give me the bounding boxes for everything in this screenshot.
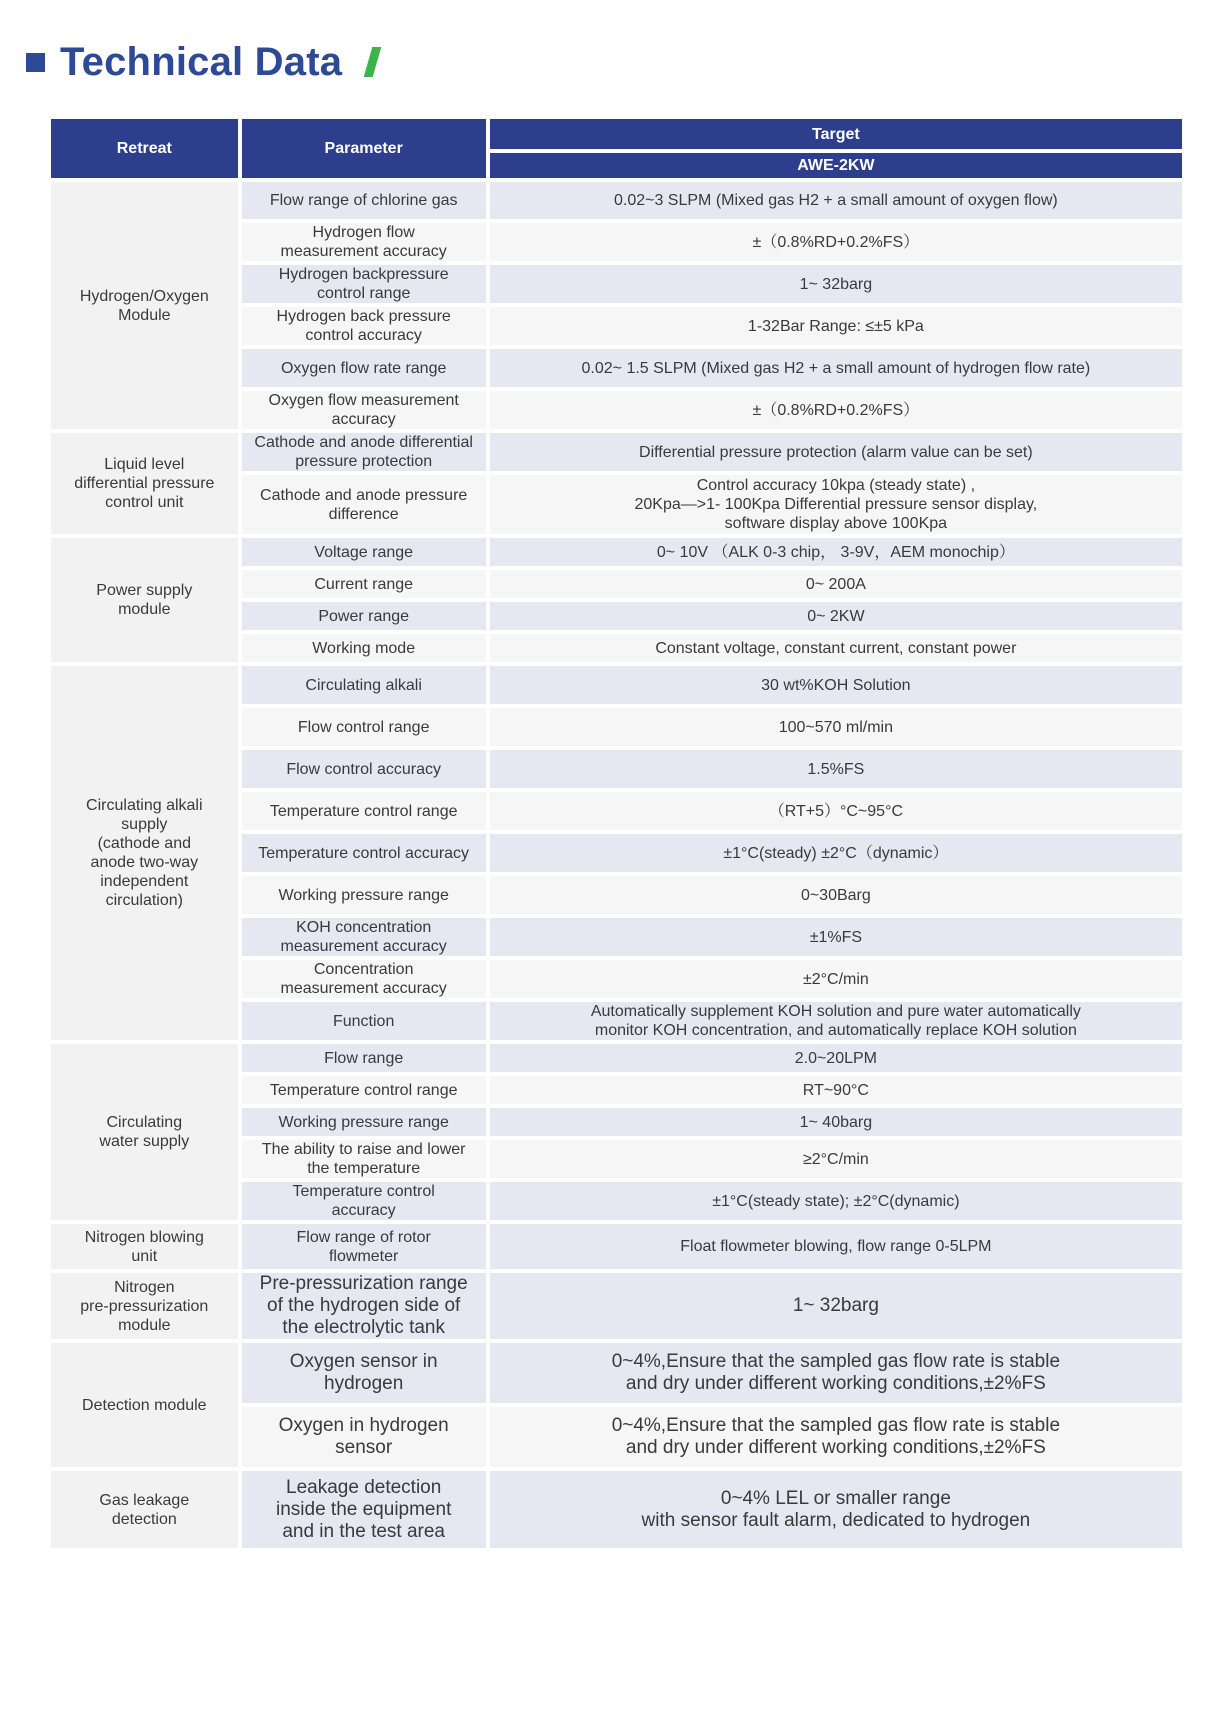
- group-label: Hydrogen/Oxygen Module: [51, 182, 238, 429]
- parameter-cell: Working pressure range: [242, 876, 486, 914]
- parameter-cell: Flow range of chlorine gas: [242, 182, 486, 219]
- parameter-cell: Flow range of rotor flowmeter: [242, 1224, 486, 1269]
- value-cell: 2.0~20LPM: [490, 1044, 1182, 1072]
- value-cell: Float flowmeter blowing, flow range 0-5LPM: [490, 1224, 1182, 1269]
- value-cell: 0~ 2KW: [490, 602, 1182, 630]
- parameter-cell: Voltage range: [242, 538, 486, 566]
- value-cell: 30 wt%KOH Solution: [490, 666, 1182, 704]
- title-text: Technical Data: [60, 39, 343, 84]
- value-cell: ±（0.8%RD+0.2%FS）: [490, 391, 1182, 429]
- parameter-cell: Circulating alkali: [242, 666, 486, 704]
- value-cell: 1-32Bar Range: ≤±5 kPa: [490, 307, 1182, 345]
- value-cell: 0.02~ 1.5 SLPM (Mixed gas H2 + a small amount of hydrogen flow rate): [490, 349, 1182, 387]
- parameter-cell: Temperature control accuracy: [242, 834, 486, 872]
- group-label: Gas leakage detection: [51, 1471, 238, 1548]
- parameter-cell: Cathode and anode differential pressure protection: [242, 433, 486, 471]
- table-row: [51, 538, 1182, 566]
- value-cell: ≥2°C/min: [490, 1140, 1182, 1178]
- group-label: Circulating water supply: [51, 1044, 238, 1220]
- parameter-cell: Flow control accuracy: [242, 750, 486, 788]
- parameter-cell: Working pressure range: [242, 1108, 486, 1136]
- table-row: [51, 666, 1182, 704]
- parameter-cell: Pre-pressurization range of the hydrogen side of the electrolytic tank: [242, 1273, 486, 1339]
- parameter-cell: Current range: [242, 570, 486, 598]
- header-model: AWE-2KW: [490, 153, 1182, 178]
- value-cell: Differential pressure protection (alarm value can be set): [490, 433, 1182, 471]
- parameter-cell: Concentration measurement accuracy: [242, 960, 486, 998]
- group-label: Nitrogen pre-pressurization module: [51, 1273, 238, 1339]
- parameter-cell: Oxygen flow measurement accuracy: [242, 391, 486, 429]
- parameter-cell: Leakage detection inside the equipment and in the test area: [242, 1471, 486, 1548]
- value-cell: 0~30Barg: [490, 876, 1182, 914]
- parameter-cell: Oxygen sensor in hydrogen: [242, 1343, 486, 1403]
- value-cell: ±1°C(steady) ±2°C（dynamic）: [490, 834, 1182, 872]
- parameter-cell: Function: [242, 1002, 486, 1040]
- header-retreat: Retreat: [51, 119, 238, 178]
- title-square-icon: [26, 53, 45, 72]
- parameter-cell: Flow range: [242, 1044, 486, 1072]
- parameter-cell: Temperature control range: [242, 1076, 486, 1104]
- parameter-cell: Temperature control accuracy: [242, 1182, 486, 1220]
- value-cell: 0~4%,Ensure that the sampled gas flow rate is stable and dry under different working conditions,±2%FS: [490, 1343, 1182, 1403]
- value-cell: 0.02~3 SLPM (Mixed gas H2 + a small amount of oxygen flow): [490, 182, 1182, 219]
- parameter-cell: Oxygen flow rate range: [242, 349, 486, 387]
- value-cell: （RT+5）°C~95°C: [490, 792, 1182, 830]
- table-row: [51, 182, 1182, 219]
- value-cell: 0~4% LEL or smaller range with sensor fault alarm, dedicated to hydrogen: [490, 1471, 1182, 1548]
- value-cell: ±1%FS: [490, 918, 1182, 956]
- value-cell: 1~ 32barg: [490, 265, 1182, 303]
- parameter-cell: Hydrogen backpressure control range: [242, 265, 486, 303]
- value-cell: ±（0.8%RD+0.2%FS）: [490, 223, 1182, 261]
- parameter-cell: Cathode and anode pressure difference: [242, 475, 486, 534]
- parameter-cell: KOH concentration measurement accuracy: [242, 918, 486, 956]
- group-label: Power supply module: [51, 538, 238, 662]
- value-cell: RT~90°C: [490, 1076, 1182, 1104]
- table-row: [51, 1044, 1182, 1072]
- parameter-cell: Oxygen in hydrogen sensor: [242, 1407, 486, 1467]
- value-cell: 1~ 32barg: [490, 1273, 1182, 1339]
- group-label: Circulating alkali supply (cathode and anode two-way independent circulation): [51, 666, 238, 1040]
- parameter-cell: Temperature control range: [242, 792, 486, 830]
- value-cell: 100~570 ml/min: [490, 708, 1182, 746]
- technical-data-table: [47, 115, 1186, 1552]
- group-label: Liquid level differential pressure control unit: [51, 433, 238, 534]
- header-target: Target: [490, 119, 1182, 149]
- value-cell: 0~ 200A: [490, 570, 1182, 598]
- value-cell: ±1°C(steady state); ±2°C(dynamic): [490, 1182, 1182, 1220]
- table-row: [51, 1343, 1182, 1403]
- table-row: [51, 1471, 1182, 1548]
- value-cell: ±2°C/min: [490, 960, 1182, 998]
- parameter-cell: The ability to raise and lower the temperature: [242, 1140, 486, 1178]
- parameter-cell: Working mode: [242, 634, 486, 662]
- title-slash-icon: [364, 47, 382, 77]
- group-label: Detection module: [51, 1343, 238, 1467]
- value-cell: Automatically supplement KOH solution and pure water automatically monitor KOH concentration, and automatically replace KOH solution: [490, 1002, 1182, 1040]
- parameter-cell: Hydrogen back pressure control accuracy: [242, 307, 486, 345]
- parameter-cell: Power range: [242, 602, 486, 630]
- group-label: Nitrogen blowing unit: [51, 1224, 238, 1269]
- table-row: [51, 1224, 1182, 1269]
- value-cell: Constant voltage, constant current, constant power: [490, 634, 1182, 662]
- parameter-cell: Flow control range: [242, 708, 486, 746]
- value-cell: 1.5%FS: [490, 750, 1182, 788]
- value-cell: 1~ 40barg: [490, 1108, 1182, 1136]
- header-parameter: Parameter: [242, 119, 486, 178]
- table-row: [51, 433, 1182, 471]
- table-row: [51, 1273, 1182, 1339]
- value-cell: Control accuracy 10kpa (steady state) , 20Kpa—>1- 100Kpa Differential pressure sensor display, software display above 100Kpa: [490, 475, 1182, 534]
- value-cell: 0~ 10V （ALK 0-3 chip， 3-9V，AEM monochip）: [490, 538, 1182, 566]
- parameter-cell: Hydrogen flow measurement accuracy: [242, 223, 486, 261]
- table-body: [51, 182, 1182, 1548]
- value-cell: 0~4%,Ensure that the sampled gas flow rate is stable and dry under different working conditions,±2%FS: [490, 1407, 1182, 1467]
- page-title: [26, 40, 377, 84]
